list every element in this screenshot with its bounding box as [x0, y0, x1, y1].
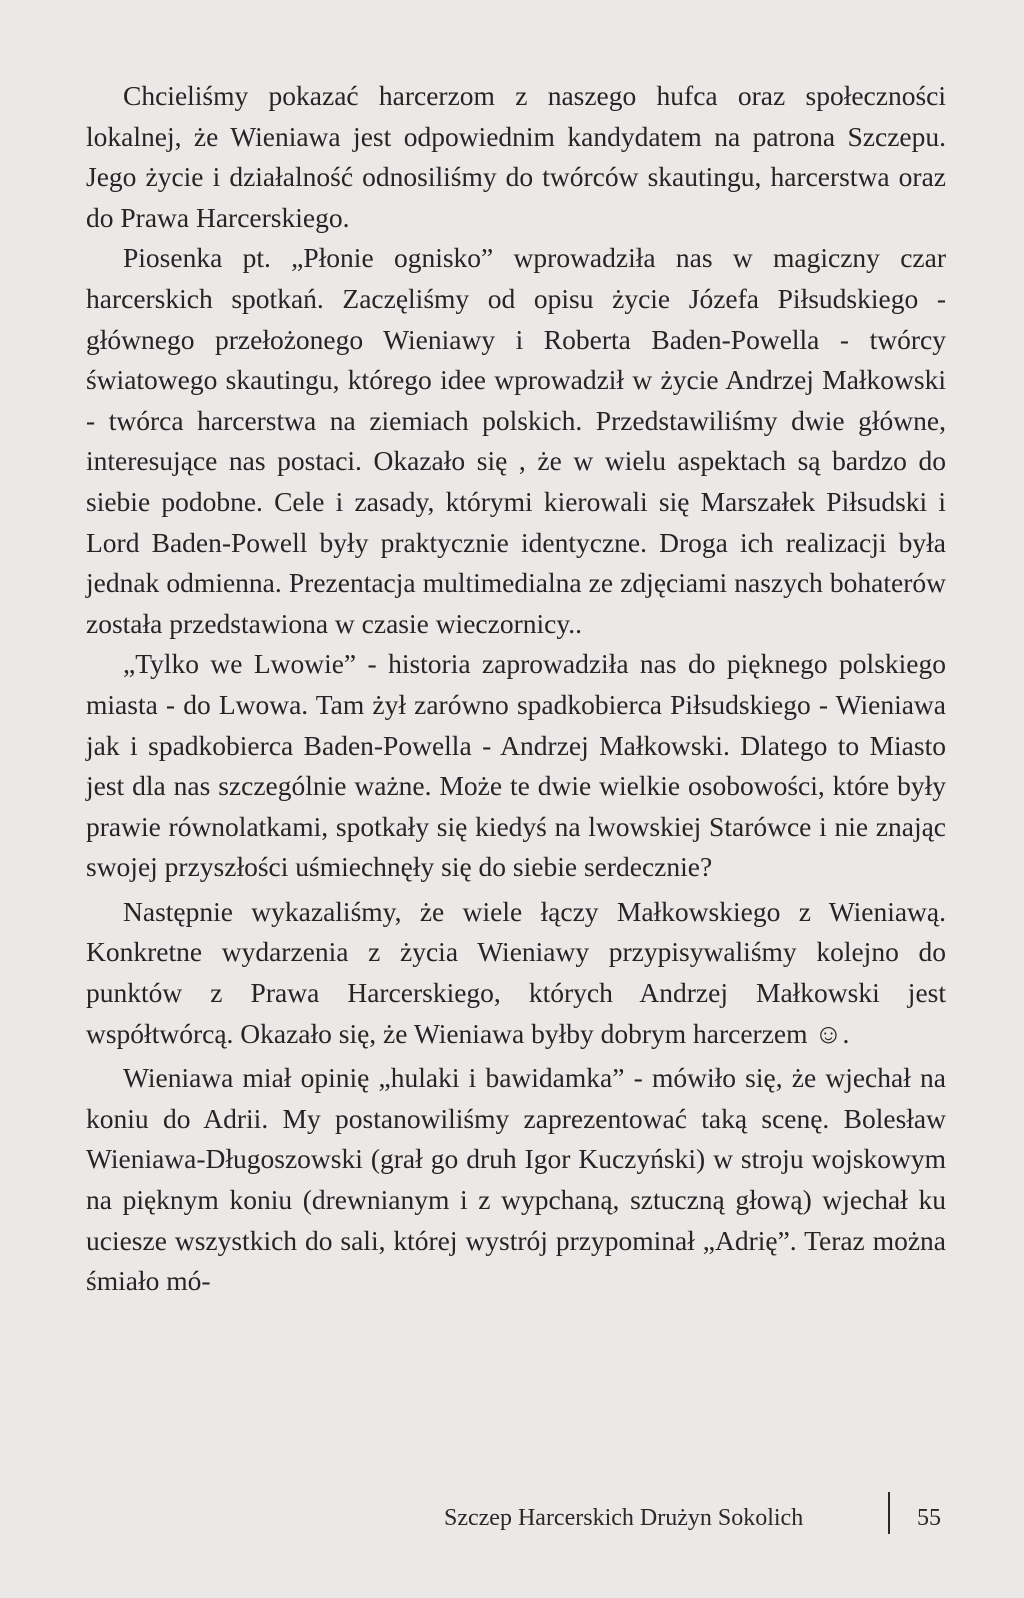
- footer-divider: [888, 1492, 890, 1534]
- paragraph-2: Piosenka pt. „Płonie ognisko” wprowadziła nas w magiczny czar harcerskich spotkań. Zaczęliśmy od opisu życie Józefa Piłsudskiego - głównego przełożonego Wieniawy i Roberta Baden-Powella - twórcy światowego skautingu, którego idee wprowadził w życie Andrzej Małkowski - twórca harcerstwa na ziemiach polskich. Przedstawiliśmy dwie główne, interesujące nas postaci. Okazało się , że w wielu aspektach są bardzo do siebie podobne. Cele i zasady, którymi kierowali się Marszałek Piłsudski i Lord Baden-Powell były praktycznie identyczne. Droga ich realizacji była jednak odmienna. Prezentacja multimedialna ze zdjęciami naszych bohaterów została przedstawiona w czasie wieczornicy..: [86, 242, 946, 639]
- paragraph-3: „Tylko we Lwowie” - historia zaprowadziła nas do pięknego polskiego miasta - do Lwowa. Tam żył zarówno spadkobierca Piłsudskiego - Wieniawa jak i spadkobierca Baden-Powella - Andrzej Małkowski. Dlatego to Miasto jest dla nas szczególnie ważne. Może te dwie wielkie osobowości, które były prawie równolatkami, spotkały się kiedyś na lwowskiej Starówce i nie znając swojej przyszłości uśmiechnęły się do siebie serdecznie?: [86, 648, 946, 883]
- paragraph-5: Wieniawa miał opinię „hulaki i bawidamka” - mówiło się, że wjechał na koniu do Adrii. My postanowiliśmy zaprezentować taką scenę. Bolesław Wieniawa-Długoszowski (grał go druh Igor Kuczyński) w stroju wojskowym na pięknym koniu (drewnianym i z wypchaną, sztuczną głową) wjechał ku uciesze wszystkich do sali, której wystrój przypominał „Adrię”. Teraz można śmiało mó-: [86, 1062, 946, 1297]
- page-number: 55: [917, 1505, 941, 1531]
- body-text: [86, 76, 946, 1302]
- paragraph-1: Chcieliśmy pokazać harcerzom z naszego hufca oraz społeczności lokalnej, że Wieniawa jest odpowiednim kandydatem na patrona Szczepu. Jego życie i działalność odnosiliśmy do twórców skautingu, harcerstwa oraz do Prawa Harcerskiego.: [86, 80, 946, 233]
- paragraph-4: Następnie wykazaliśmy, że wiele łączy Małkowskiego z Wieniawą. Konkretne wydarzenia z życia Wieniawy przypisywaliśmy kolejno do punktów z Prawa Harcerskiego, których Andrzej Małkowski jest współtwórcą. Okazało się, że Wieniawa byłby dobrym harcerzem ☺.: [86, 895, 946, 1049]
- running-footer-title: Szczep Harcerskich Drużyn Sokolich: [444, 1505, 804, 1531]
